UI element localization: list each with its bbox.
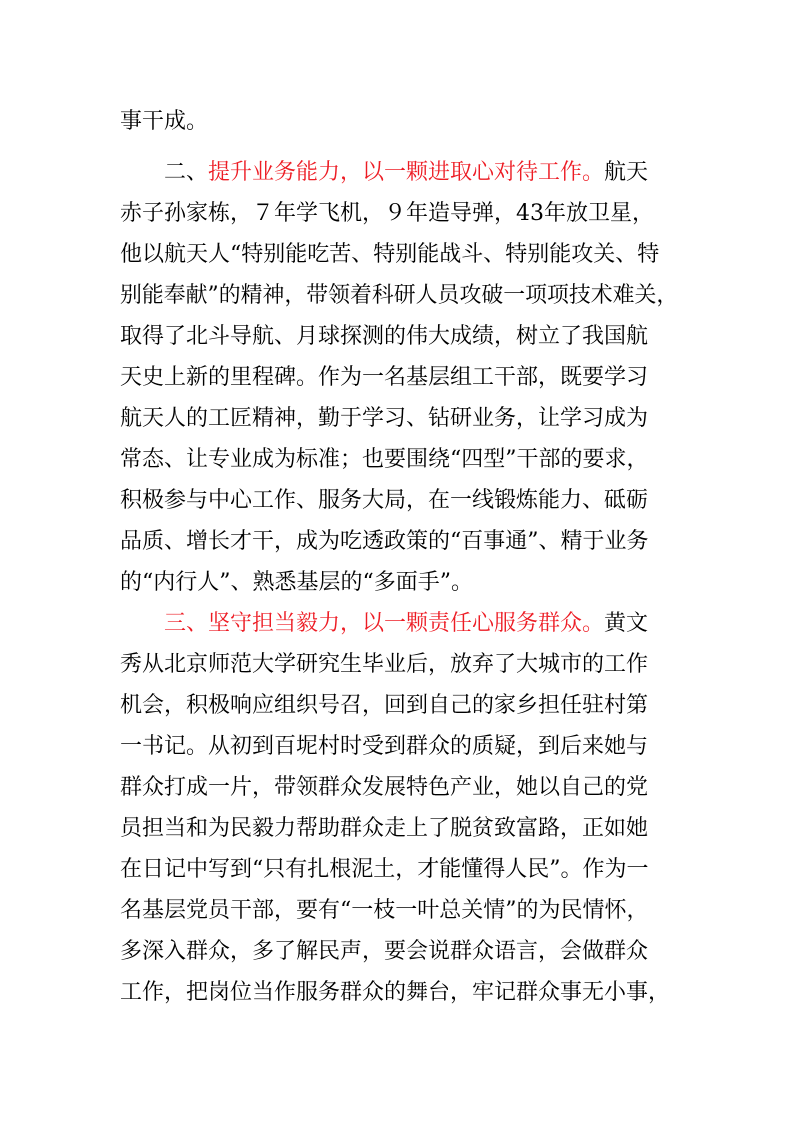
paragraph-line: 品质、增长才干，成为吃透政策的“百事通”、精于业务 — [120, 529, 649, 554]
paragraph-line: 的“内行人”、熟悉基层的“多面手”。 — [120, 570, 473, 595]
paragraph-line: 事干成。 — [120, 109, 209, 134]
paragraph-line: 别能奉献”的精神，带领着科研人员攻破一项项技术难关， — [120, 283, 679, 308]
paragraph-line: 在日记中写到“只有扎根泥土，才能懂得人民”。作为一 — [120, 857, 649, 882]
paragraph-line: 员担当和为民毅力帮助群众走上了脱贫致富路，正如她 — [120, 816, 649, 841]
paragraph-line: 常态、让专业成为标准；也要围绕“四型”干部的要求， — [120, 447, 649, 472]
paragraph-line: 群众打成一片，带领群众发展特色产业，她以自己的党 — [120, 775, 649, 800]
paragraph-line: 航天人的工匠精神，勤于学习、钻研业务，让学习成为 — [120, 406, 649, 431]
paragraph-line: 多深入群众，多了解民声，要会说群众语言，会做群众 — [120, 939, 649, 964]
paragraph-line: 赤子孙家栋，７年学飞机，９年造导弹，43年放卫星， — [120, 201, 654, 226]
section-2-number: 二、 — [164, 160, 209, 185]
section-2-lead-text: 航天 — [604, 160, 649, 185]
paragraph-line: 他以航天人“特别能吃苦、特别能战斗、特别能攻关、特 — [120, 242, 660, 267]
section-3-first-line — [164, 606, 648, 642]
paragraph-line: 工作，把岗位当作服务群众的舞台，牢记群众事无小事， — [120, 980, 671, 1005]
paragraph-line: 一书记。从初到百坭村时受到群众的质疑，到后来她与 — [120, 734, 649, 759]
paragraph-line: 积极参与中心工作、服务大局，在一线锻炼能力、砥砺 — [120, 488, 649, 513]
paragraph-line: 天史上新的里程碑。作为一名基层组工干部，既要学习 — [120, 365, 649, 390]
section-3-heading: 三、坚守担当毅力，以一颗责任心服务群众。 — [164, 611, 605, 636]
paragraph-line: 取得了北斗导航、月球探测的伟大成绩，树立了我国航 — [120, 324, 649, 349]
paragraph-line: 机会，积极响应组织号召，回到自己的家乡担任驻村第 — [120, 693, 649, 718]
paragraph-line: 名基层党员干部，要有“一枝一叶总关情”的为民情怀， — [120, 898, 649, 923]
paragraph-line: 秀从北京师范大学研究生毕业后，放弃了大城市的工作 — [120, 652, 649, 677]
section-2-first-line — [164, 155, 648, 191]
section-2-heading: 提升业务能力，以一颗进取心对待工作。 — [208, 160, 605, 185]
section-3-lead-text: 黄文 — [604, 611, 649, 636]
